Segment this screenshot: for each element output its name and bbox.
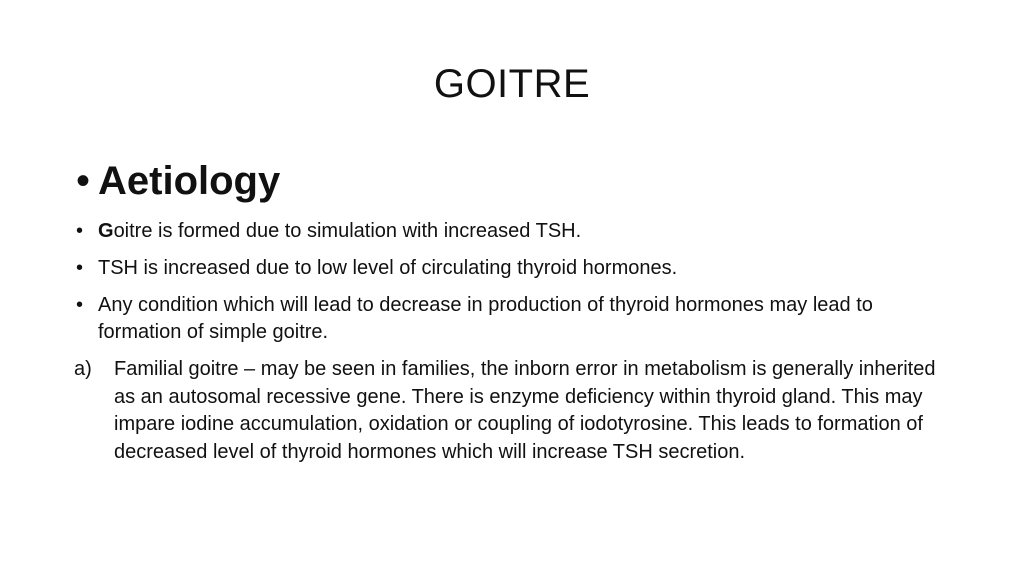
section-heading: Aetiology (98, 159, 281, 203)
slide-content (76, 158, 956, 466)
bullet-mark: • (76, 294, 84, 316)
heading-bullet: • (76, 159, 91, 203)
bold-initial: G (98, 220, 114, 242)
bullet-item-2 (76, 255, 956, 282)
lettered-mark: a) (74, 358, 92, 380)
bullet-text: TSH is increased due to low level of circulating thyroid hormones. (98, 257, 678, 279)
bullet-item-1 (76, 218, 956, 245)
lettered-text: Familial goitre – may be seen in families, the inborn error in metabolism is generally inherited as an autosomal recessive gene. There is enzyme deficiency within thyroid gland. This may impare iodine accumulation, oxidation or coupling of iodotyrosine. This leads to formation of decreased level of thyroid hormones which will increase TSH secretion. (114, 358, 936, 463)
section-heading-row (76, 158, 956, 204)
bullet-text (98, 218, 956, 245)
bullet-item-3 (76, 292, 956, 346)
lettered-item-a (74, 356, 956, 466)
bullet-mark: • (76, 220, 84, 242)
bullet-text-rest: oitre is formed due to simulation with increased TSH. (113, 220, 582, 242)
bullet-mark: • (76, 257, 84, 279)
bullet-text: Any condition which will lead to decrease in production of thyroid hormones may lead to formation of simple goitre. (98, 294, 873, 343)
slide-title: GOITRE (433, 62, 591, 106)
